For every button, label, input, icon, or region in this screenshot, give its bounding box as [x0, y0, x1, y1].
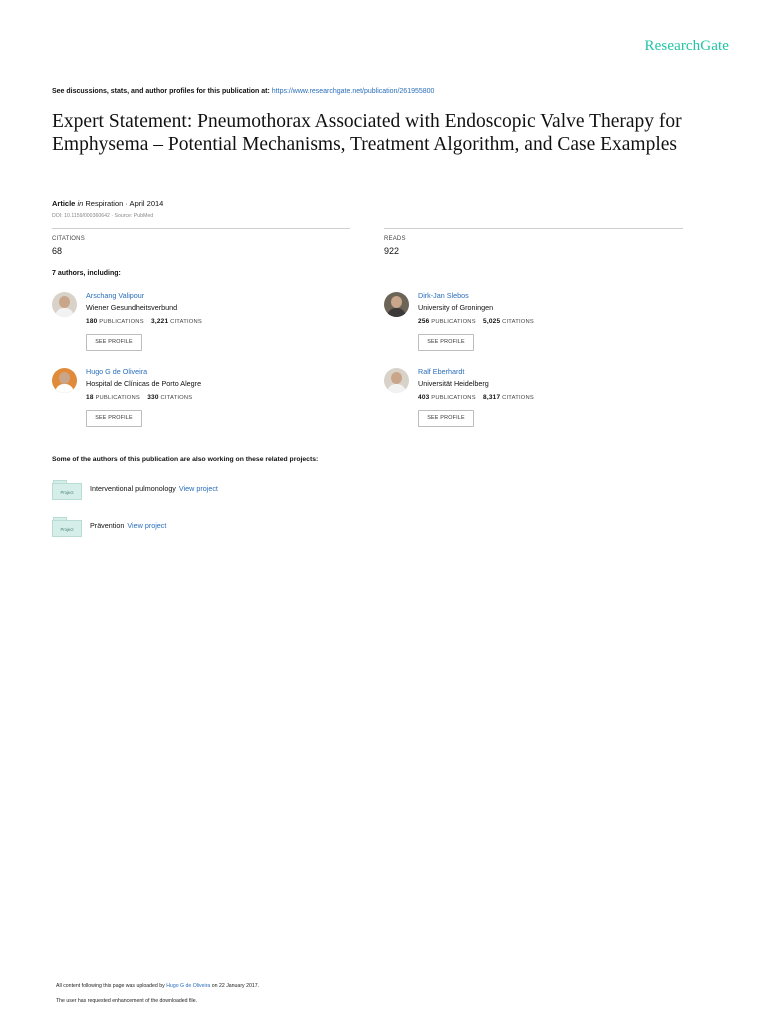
citations-count: 330 [147, 394, 159, 401]
publications-count: 18 [86, 394, 94, 401]
author-name-link[interactable]: Ralf Eberhardt [418, 367, 465, 376]
author-stats [86, 394, 192, 401]
citations-label: CITATIONS [502, 319, 534, 325]
authors-heading: 7 authors, including: [52, 270, 121, 277]
author-photo-icon[interactable] [52, 292, 77, 317]
reads-value: 922 [384, 246, 400, 256]
citations-count: 3,221 [151, 318, 169, 325]
author-name-link[interactable]: Dirk-Jan Slebos [418, 291, 469, 300]
article-type: Article [52, 199, 76, 208]
citations-label: CITATIONS [170, 319, 202, 325]
citations-value: 68 [52, 246, 63, 256]
author-card [52, 292, 352, 362]
see-profile-button[interactable]: SEE PROFILE [418, 410, 474, 427]
author-name-link[interactable]: Hugo G de Oliveira [86, 367, 148, 376]
author-photo-icon[interactable] [52, 368, 77, 393]
publications-count: 403 [418, 394, 430, 401]
project-name: Interventional pulmonology [90, 484, 176, 493]
author-card [384, 368, 684, 438]
publication-title: Expert Statement: Pneumothorax Associated with Endoscopic Valve Therapy for Emphysema – Potential Mechanisms, Treatment Algorithm, and Case Examples [52, 111, 682, 155]
author-name-link[interactable]: Arschang Valipour [86, 291, 145, 300]
publications-label: PUBLICATIONS [431, 319, 476, 325]
enhancement-note: The user has requested enhancement of the downloaded file. [56, 998, 198, 1004]
author-institution: Universität Heidelberg [418, 379, 489, 388]
see-profile-button[interactable]: SEE PROFILE [418, 334, 474, 351]
discussion-prefix: See discussions, stats, and author profiles for this publication at: [52, 88, 270, 95]
see-profile-button[interactable]: SEE PROFILE [86, 410, 142, 427]
citations-count: 8,317 [483, 394, 501, 401]
author-photo-icon[interactable] [384, 368, 409, 393]
folder-label: Project [52, 483, 82, 500]
author-card [52, 368, 352, 438]
author-stats [418, 318, 534, 325]
view-project-link[interactable]: View project [127, 521, 167, 530]
upload-note [56, 983, 259, 989]
publications-count: 180 [86, 318, 98, 325]
citations-divider [52, 228, 350, 229]
citations-label: CITATIONS [160, 395, 193, 401]
citations-label: CITATIONS [502, 395, 534, 401]
publications-label: PUBLICATIONS [99, 319, 144, 325]
journal-date: Respiration · April 2014 [85, 199, 164, 208]
author-photo-icon[interactable] [384, 292, 409, 317]
upload-prefix: All content following this page was uploaded by [56, 983, 165, 989]
upload-suffix: on 22 January 2017. [211, 983, 260, 989]
reads-label: READS [384, 236, 406, 242]
folder-label: Project [52, 520, 82, 537]
project-text [90, 521, 166, 530]
see-profile-button[interactable]: SEE PROFILE [86, 334, 142, 351]
publication-meta [52, 199, 163, 208]
publications-count: 256 [418, 318, 430, 325]
in-word: in [77, 199, 84, 208]
author-institution: Wiener Gesundheitsverbund [86, 303, 178, 312]
author-stats [86, 318, 202, 325]
projects-heading: Some of the authors of this publication are also working on these related projects: [52, 456, 319, 463]
project-folder-icon[interactable] [52, 480, 82, 500]
project-text [90, 484, 218, 493]
author-card [384, 292, 684, 362]
citations-label: CITATIONS [52, 236, 85, 242]
author-institution: University of Groningen [418, 303, 494, 312]
discussion-line [52, 88, 434, 95]
publications-label: PUBLICATIONS [431, 395, 476, 401]
doi-source: DOI: 10.1159/000360642 · Source: PubMed [52, 213, 154, 219]
view-project-link[interactable]: View project [178, 484, 218, 493]
researchgate-logo[interactable]: ResearchGate [644, 38, 729, 54]
reads-divider [384, 228, 683, 229]
author-stats [418, 394, 534, 401]
project-name: Prävention [90, 521, 125, 530]
citations-count: 5,025 [483, 318, 501, 325]
publications-label: PUBLICATIONS [95, 395, 140, 401]
project-folder-icon[interactable] [52, 517, 82, 537]
uploader-link[interactable]: Hugo G de Oliveira [166, 983, 211, 989]
author-institution: Hospital de Clínicas de Porto Alegre [86, 379, 202, 388]
publication-url-link[interactable]: https://www.researchgate.net/publication/261955800 [271, 88, 435, 95]
